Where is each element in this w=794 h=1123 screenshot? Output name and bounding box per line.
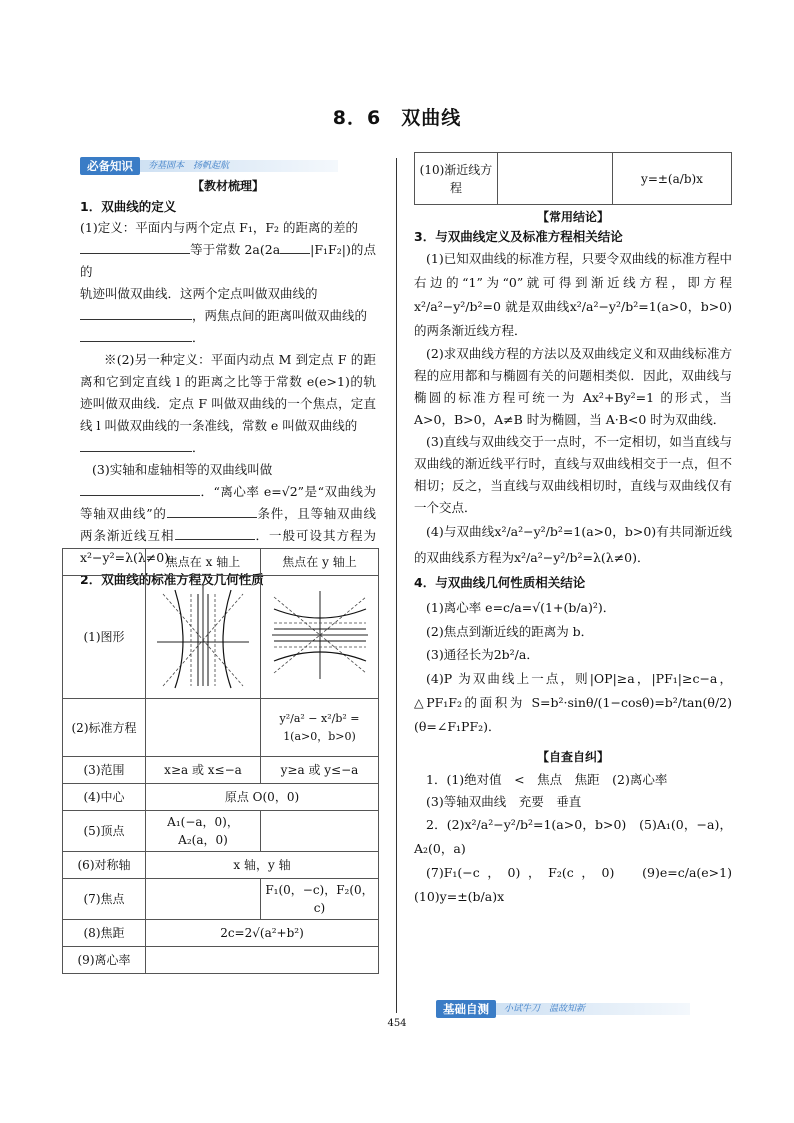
paragraph: ，两焦点间的距离叫做双曲线的 (80, 305, 376, 327)
paragraph: (1)已知双曲线的标准方程，只要令双曲线的标准方程中右边的“1”为“0”就可得到渐近线方程，即方程x²/a²−y²/b²=0 就是双曲线x²/a²−y²/b²=1(a>0，b>0)的两条渐近线方程． (414, 251, 732, 338)
table-row (415, 153, 732, 205)
subsection-heading: 4．与双曲线几何性质相关结论 (414, 575, 586, 590)
table-row (63, 811, 379, 852)
table-cell: y≥a 或 y≤−a (261, 757, 379, 784)
subsection-heading: 3．与双曲线定义及标准方程相关结论 (414, 229, 623, 244)
table-row (63, 549, 379, 576)
table-cell: (10)渐近线方程 (415, 153, 498, 205)
section-heading: 【常用结论】 (536, 210, 609, 224)
subsection-heading: 1．双曲线的定义 (80, 199, 177, 214)
table-cell: (6)对称轴 (63, 852, 146, 879)
paragraph: (3)实轴和虚轴相等的双曲线叫做 (92, 462, 273, 477)
table-cell: y²/a² − x²/b² = 1(a>0，b>0) (261, 699, 379, 757)
paragraph: (2)焦点到渐近线的距离为 b． (426, 624, 594, 639)
table-cell: (1)图形 (63, 576, 146, 699)
table-cell: 焦点在 x 轴上 (146, 549, 261, 576)
table-cell: (9)离心率 (63, 947, 146, 974)
property-table (62, 548, 379, 974)
table-cell: F₁(0，−c)，F₂(0，c) (261, 879, 379, 920)
table-row (63, 920, 379, 947)
table-row (63, 699, 379, 757)
table-cell: (5)顶点 (63, 811, 146, 852)
paragraph: 等于常数 2a(2a |F₁F₂|)的点的 (80, 242, 376, 279)
table-cell (146, 947, 379, 974)
table-cell (146, 699, 261, 757)
banner-subtitle: 小试牛刀 温故知新 (496, 1003, 690, 1015)
table-row (63, 852, 379, 879)
paragraph: (1)离心率 e=c/a=√(1+(b/a)²)． (426, 600, 616, 615)
table-cell (63, 549, 146, 576)
answer-line: 2．(2)x²/a²−y²/b²=1(a>0，b>0) (5)A₁(0，−a)，A₂(0，a) (414, 817, 732, 856)
paragraph: (4)P 为双曲线上一点，则|OP|≥a，|PF₁|≥c−a，△PF₁F₂的面积为 S=b²·sinθ/(1−cosθ)=b²/tan(θ/2)(θ=∠F₁PF₂)． (414, 671, 732, 734)
table-cell: x≥a 或 x≤−a (146, 757, 261, 784)
hyperbola-y-axis-graph (268, 587, 372, 683)
banner-tag: 基础自测 (436, 1000, 496, 1018)
paragraph: (4)与双曲线x²/a²−y²/b²=1(a>0，b>0)有共同渐近线的双曲线系方程为x²/a²−y²/b²=λ(λ≠0)． (414, 524, 732, 565)
paragraph: ．“离心率 e=√2”是“双曲线为等轴双曲线”的 条件，且等轴双曲线两条渐近线互相 ．一般可设其方程为 x²−y²=λ(λ≠0)． (80, 484, 376, 565)
paragraph: (3)通径长为2b²/a． (426, 647, 539, 662)
table-row (63, 879, 379, 920)
section-heading: 【教材梳理】 (191, 179, 264, 193)
answer-line: 1．(1)绝对值 < 焦点 焦距 (2)离心率 (426, 772, 668, 787)
table-cell: 原点 O(0，0) (146, 784, 379, 811)
hyperbola-x-axis-graph (153, 580, 253, 690)
left-column (80, 176, 376, 591)
answer-line: (3)等轴双曲线 充要 垂直 (426, 794, 582, 809)
paragraph: ． (80, 327, 376, 349)
banner-tag: 必备知识 (80, 157, 140, 175)
answer-line: (7)F₁(−c，0)，F₂(c，0) (9)e=c/a(e>1) (10)y=±(b/a)x (414, 865, 745, 904)
table-cell (146, 879, 261, 920)
column-divider (396, 158, 397, 1013)
table-cell: (8)焦距 (63, 920, 146, 947)
table-cell: x 轴，y 轴 (146, 852, 379, 879)
section-banner (80, 157, 338, 175)
paragraph: (2)求双曲线方程的方法以及双曲线定义和双曲线标准方程的应用都和与椭圆有关的问题相类似．因此，双曲线与椭圆的标准方程可统一为 Ax²+By²=1 的形式，当 A>0，B>0，A≠B 时为椭圆，当 A·B<0 时为双曲线． (414, 346, 732, 427)
table-cell: (4)中心 (63, 784, 146, 811)
table-cell: (2)标准方程 (63, 699, 146, 757)
table-row (63, 947, 379, 974)
banner-subtitle: 夯基固本 扬帆起航 (140, 160, 338, 172)
table-cell (498, 153, 613, 205)
page-number: 454 (387, 1018, 407, 1029)
graph-cell-y (261, 576, 379, 699)
graph-cell-x (146, 576, 261, 699)
table-cell: 焦点在 y 轴上 (261, 549, 379, 576)
table-cell: (3)范围 (63, 757, 146, 784)
asymptote-table (414, 152, 732, 205)
right-column (414, 207, 745, 909)
table-row (63, 757, 379, 784)
table-row (63, 784, 379, 811)
table-cell: y=±(a/b)x (613, 153, 732, 205)
section-banner (436, 1000, 690, 1018)
section-heading: 【自查自纠】 (536, 750, 609, 764)
paragraph: (1)定义：平面内与两个定点 F₁，F₂ 的距离的差的 (80, 220, 359, 235)
table-cell: (7)焦点 (63, 879, 146, 920)
table-row (63, 576, 379, 699)
paragraph: ※(2)另一种定义：平面内动点 M 到定点 F 的距离和它到定直线 l 的距离之比等于常数 e(e>1)的轨迹叫做双曲线．定点 F 叫做双曲线的一个焦点，定直线 l 叫做双曲线的一条准线，常数 e 叫做双曲线的 (80, 352, 376, 433)
paragraph: ． (80, 437, 376, 459)
table-cell: 2c=2√(a²+b²) (146, 920, 379, 947)
paragraph: (3)直线与双曲线交于一点时，不一定相切，如当直线与双曲线的渐近线平行时，直线与双曲线相交于一点，但不相切；反之，当直线与双曲线相切时，直线与双曲线仅有一个交点． (414, 434, 732, 515)
page-title: 8．6 双曲线 (332, 107, 462, 129)
table-cell (261, 811, 379, 852)
subsection-heading: 2．双曲线的标准方程及几何性质 (80, 572, 264, 587)
table-cell: A₁(−a，0)，A₂(a，0) (146, 811, 261, 852)
paragraph: 轨迹叫做双曲线．这两个定点叫做双曲线的 (80, 286, 318, 301)
